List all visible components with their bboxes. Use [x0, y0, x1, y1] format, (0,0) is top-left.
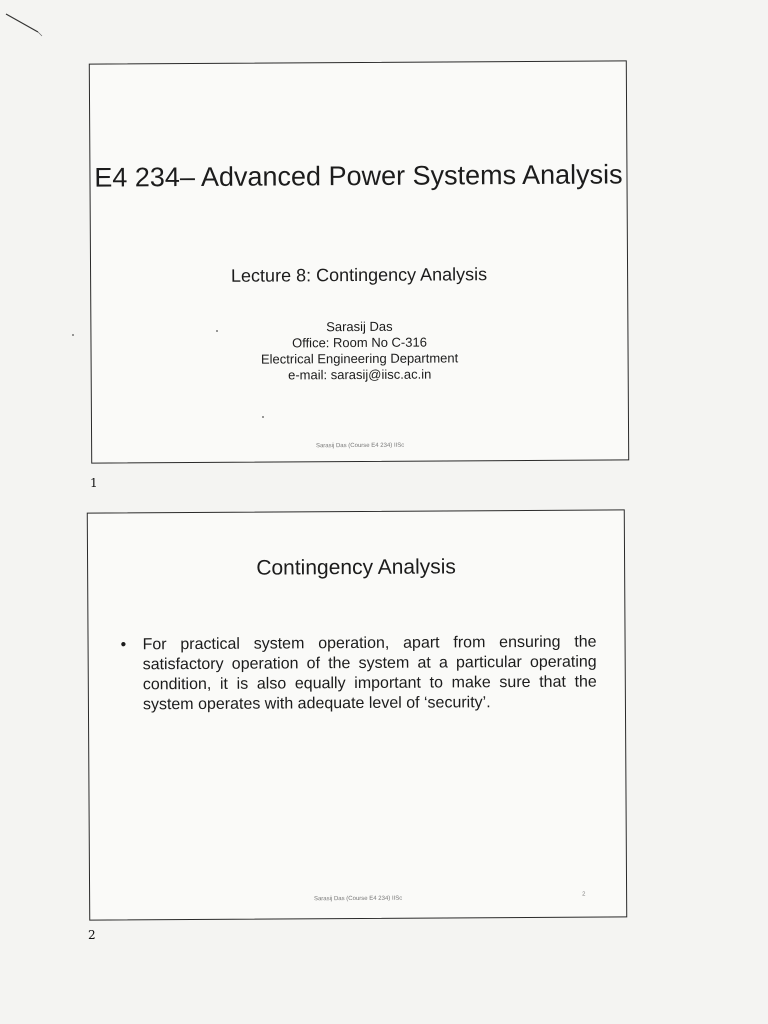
bullet-icon: •: [120, 636, 127, 654]
slide-1-footer: Sarasij Das (Course E4 234) IISc: [315, 442, 405, 450]
slide-2-footer: Sarasij Das (Course E4 234) IISc: [313, 895, 403, 903]
author-department: Electrical Engineering Department: [260, 350, 459, 367]
author-name: Sarasij Das: [326, 318, 393, 335]
author-block: [91, 317, 627, 384]
slide-1-subtitle: Lecture 8: Contingency Analysis: [230, 264, 488, 286]
scan-speck: [262, 416, 264, 418]
pen-mark: [4, 10, 64, 50]
page-index-1: 1: [90, 476, 98, 490]
bullet-list: [121, 633, 601, 716]
scan-speck: [72, 334, 74, 336]
author-office: Office: Room No C-316: [292, 334, 427, 351]
slide-1-title: E4 234– Advanced Power Systems Analysis: [94, 159, 623, 193]
scan-speck: [216, 330, 218, 332]
author-email: e-mail: sarasij@iisc.ac.in: [288, 366, 432, 383]
bullet-text: For practical system operation, apart from ensuring the satisfactory operation of the system at a particular operating condition, it is also equally important to make sure that the system operates with adequate level of ‘security’.: [142, 633, 597, 714]
page-index-2: 2: [88, 928, 96, 942]
slide-1: [89, 60, 629, 463]
slide-2: [87, 509, 627, 920]
slide-2-title: Contingency Analysis: [256, 555, 456, 580]
slide-2-number: 2: [582, 891, 586, 898]
